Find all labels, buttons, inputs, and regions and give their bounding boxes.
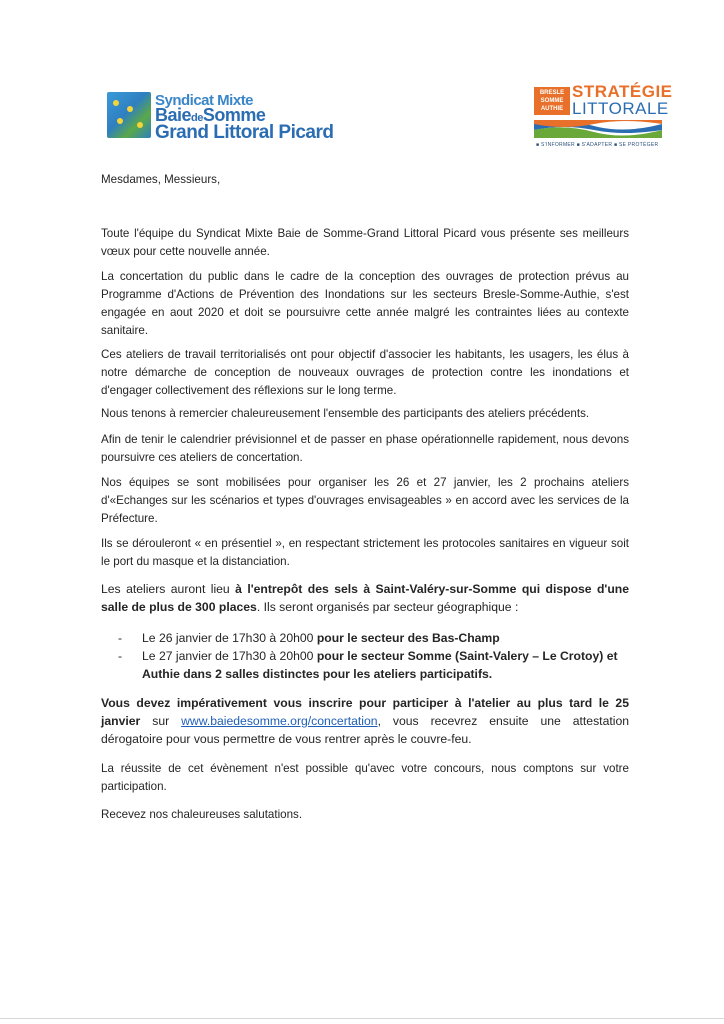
paragraph-calendrier: Afin de tenir le calendrier prévisionnel et de passer en phase opérationnelle rapidement, nous devons poursuivre ces ateliers de concertation.: [101, 433, 629, 464]
concertation-link[interactable]: www.baiedesomme.org/concertation: [181, 714, 378, 728]
list-item: - Le 26 janvier de 17h30 à 20h00 pour le secteur des Bas-Champ: [118, 631, 500, 645]
paragraph-equipes: Nos équipes se sont mobilisées pour organiser les 26 et 27 janvier, les 2 prochains ateliers d'«Echanges sur les scénarios et types d'ouvrages envisageables » en accord avec les services de la Préfecture.: [101, 476, 629, 525]
paragraph-lieu: Les ateliers auront lieu à l'entrepôt des sels à Saint-Valéry-sur-Somme qui dispose d'une salle de plus de 300 places. Ils seront organisés par secteur géographique :: [101, 582, 630, 614]
strategie-littorale-logo: [534, 82, 673, 152]
logo-right-title1: STRATÉGIE: [572, 82, 673, 101]
logo-right-tagline: ■ S'INFORMER ■ S'ADAPTER ■ SE PROTÉGER: [536, 142, 659, 148]
logo-left-line1: Syndicat Mixte: [155, 92, 254, 109]
paragraph-presentiel: Ils se dérouleront « en présentiel », en respectant strictement les protocoles sanitaires en vigueur soit le port du masque et la distanciation.: [101, 537, 629, 568]
logo-right-title2: LITTORALE: [572, 99, 669, 118]
map-emblem-icon: [107, 92, 151, 138]
wave-icon: [534, 120, 662, 138]
list-item: - Le 27 janvier de 17h30 à 20h00 pour le secteur Somme (Saint-Valery – Le Crotoy) et Authie dans 2 salles distinctes pour les ateliers participatifs.: [118, 649, 618, 681]
paragraph-reussite: La réussite de cet évènement n'est possible qu'avec votre concours, nous comptons sur votre participation.: [101, 762, 629, 793]
dates-list: [118, 629, 638, 683]
paragraph-greetings: Toute l'équipe du Syndicat Mixte Baie de Somme-Grand Littoral Picard vous présente ses meilleurs vœux pour cette nouvelle année.: [101, 227, 629, 258]
paragraph-ateliers: Ces ateliers de travail territorialisés ont pour objectif d'associer les habitants, les usagers, les élus à notre démarche de conception de nouveaux ouvrages de protection contre les inondations et d'engager collectivement des réflexions sur le long terme.: [101, 348, 629, 397]
paragraph-remerciements: Nous tenons à remercier chaleureusement l'ensemble des participants des ateliers précédents.: [101, 407, 590, 420]
logo-left-line3: Grand Littoral Picard: [155, 122, 334, 143]
logo-right-badge: BRESLE SOMME AUTHIE: [534, 87, 570, 115]
syndicat-mixte-logo: [107, 86, 337, 146]
closing-salutation: Recevez nos chaleureuses salutations.: [101, 808, 303, 821]
paragraph-concertation: La concertation du public dans le cadre de la conception des ouvrages de protection prévus au Programme d'Actions de Prévention des Inondations sur les secteurs Bresle-Somme-Authie, s'est engagée en aout 2020 et doit se poursuivre cette année malgré les contraintes liées au contexte sanitaire.: [101, 270, 629, 337]
page-bottom-divider: [0, 1018, 724, 1019]
logo-left-line2: BaiedeSomme: [155, 105, 266, 125]
paragraph-inscription: Vous devez impérativement vous inscrire pour participer à l'atelier au plus tard le 25 janvier sur www.baiedesomme.org/concertation, vous recevrez ensuite une attestation dérogatoire pour vous permettre de vous rentrer après le couvre-feu.: [101, 696, 629, 746]
salutation: Mesdames, Messieurs,: [101, 173, 221, 186]
